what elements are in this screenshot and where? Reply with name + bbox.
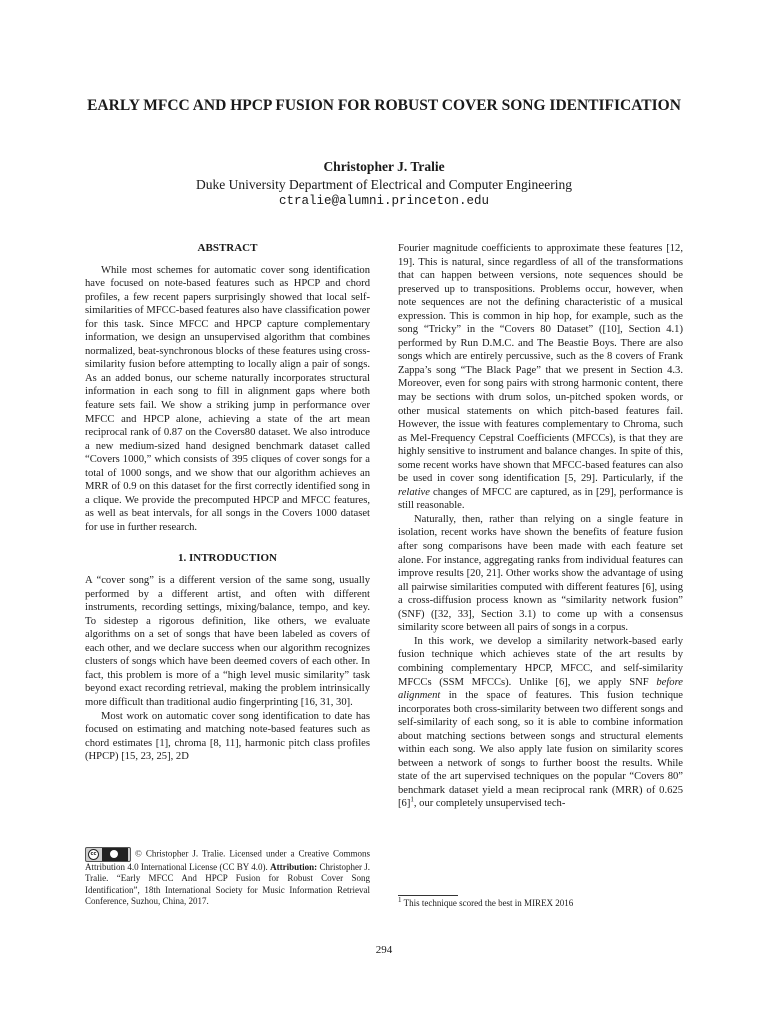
page-number: 294 bbox=[375, 944, 393, 956]
abstract-body bbox=[85, 264, 370, 535]
abstract-heading: ABSTRACT bbox=[197, 242, 258, 254]
attribution-person-icon bbox=[110, 850, 118, 858]
left-column bbox=[85, 242, 370, 764]
attribution-label: Attribution: bbox=[270, 862, 318, 872]
introduction-heading: 1. INTRODUCTION bbox=[177, 552, 277, 565]
author-email: ctralie@alumni.princeton.edu bbox=[278, 194, 490, 208]
footnote-number: 1 bbox=[398, 896, 402, 904]
abstract-paragraph: While most schemes for automatic cover song identification have focused on note-based features such as HPCP and chord profiles, a few recent papers surprisingly showed that local self-similarities of MFCC-based features also have classification power for this task. Since MFCC and HPCP capture complementary information, we design an unsupervised algorithm that combines normalized, beat-synchronous blocks of these features using cross-similarity fusion before attempting to locally align a pair of songs. As an added bonus, our scheme naturally incorporates structural information in each song to fill in alignment gaps where both feature sets fail. We show a striking jump in performance over MFCC and HPCP alone, achieving a state of the art mean reciprocal rank of 0.87 on the Covers80 dataset. We also introduce a new medium-sized hand designed benchmark dataset called “Covers 1000,” which consists of 395 cliques of cover songs for a total of 1000 songs, and we show that our algorithm achieves an MRR of 0.9 on this dataset for the first correctly identified song in a clique. We provide the precomputed HPCP and MFCC features, as well as beat intervals, for all songs in the Covers 1000 dataset for use in further research. bbox=[85, 264, 370, 533]
footnote bbox=[398, 898, 683, 909]
intro-paragraph-2-continued: Fourier magnitude coefficients to approximate these features [12, 19]. This is natural, since regardless of all of the transformations that can happen between versions, note sequences should be preserved up to transpositions. Problems occur, however, when note sequences are not the defining characteristic of a musical expression. This is common in hip hop, for example, such as the song “Tricky” in the “Covers 80 Dataset” ([10], Section 4.1) performed by Run D.M.C. and The Beastie Boys. There are also songs which are entirely percussive, such as the 8 covers of Frank Zappa’s song “The Black Page” that we present in Section 4.3. Moreover, even for song pairs with strong harmonic content, there may be sections with drum solos, un-pitched spoken words, or other musical statements on which pitch-based features fail. However, the issue with features complementary to Chroma, such as Mel-Frequency Cepstral Coefficients (MFCCs), is that they are highly sensitive to instrument and balance changes. In spite of this, some recent works have shown that MFCC-based features can also be used in cover song identification [5, 29]. Particularly, if the relative changes of MFCC are captured, as in [29], performance is still reasonable. bbox=[398, 243, 683, 512]
footnote-text: This technique scored the best in MIREX 2016 bbox=[403, 898, 574, 908]
intro-paragraph-3: Naturally, then, rather than relying on a single feature in isolation, recent works have shown the benefits of feature fusion after song comparisons have been made with each feature set alone. For instance, aggregating ranks from individual features can improve results [20, 21]. Other works show the advantage of using all pairwise similarities computed with different features [6], using a cross-diffusion process known as “similarity network fusion” (SNF) ([32, 33], Section 3.1) to come up with a consensus similarity score between all pairs of songs in a corpus. bbox=[398, 513, 683, 634]
intro-paragraph-2-start: Most work on automatic cover song identification to date has focused on estimating and matching note-based features such as chord estimates [1], chroma [8, 11], harmonic pitch class profiles (HPCP) [15, 23, 25], 2D bbox=[85, 710, 370, 763]
license-footnote bbox=[85, 847, 370, 908]
cc-icon: cc bbox=[88, 849, 99, 860]
attribution-text: Christopher J. Tralie. “Early MFCC And HPCP Fusion for Robust Cover Song Identification”, 18th International Society for Music Information Retrieval Conference, Suzhou, China, 2017. bbox=[85, 862, 371, 907]
emphasis-before-alignment: before alignment bbox=[398, 676, 683, 702]
copyright-text: © Christopher J. Tralie. Licensed under a Creative Commons Attribution 4.0 International License (CC BY 4.0). bbox=[85, 848, 370, 872]
right-column bbox=[398, 242, 683, 811]
intro-paragraph-1: A “cover song” is a different version of the same song, usually performed by a different artist, and often with different instruments, recording settings, mixing/balance, tempo, and key. To sidestep a rigorous definition, like others, we evaluate algorithms on a set of songs that have been labeled as covers of each other, and we declare success when our algorithm recognizes clusters of songs which have been deemed covers of each other. In fact, this problem is more of a “high level music similarity” task beyond exact recording retrieval, making the problem intrinsically more difficult than traditional audio fingerprinting [16, 31, 30]. bbox=[85, 575, 370, 708]
footnote-marker: 1 bbox=[410, 795, 414, 804]
author-affiliation: Duke University Department of Electrical and Computer Engineering bbox=[195, 177, 572, 192]
emphasis-relative: relative bbox=[398, 486, 430, 498]
cc-by-license-icon bbox=[85, 847, 131, 862]
paper-title: EARLY MFCC AND HPCP FUSION FOR ROBUST COVER SONG IDENTIFICATION bbox=[87, 97, 681, 114]
footnote-rule bbox=[398, 895, 458, 896]
author-name: Christopher J. Tralie bbox=[323, 159, 445, 174]
intro-paragraph-4: In this work, we develop a similarity network-based early fusion technique which achieves state of the art results by combining complementary HPCP, MFCC, and self-similarity MFCCs (SSM MFCCs). Unlike [6], we apply SNF before alignment in the space of features. This fusion technique incorporates both cross-similarity between two different songs and self-similarity of each song, so it is able to combine information about matching sections between songs and structural elements within each song. We also apply late fusion on similarity scores between a network of songs to further boost the results. While state of the art supervised techniques on the popular “Covers 80” benchmark dataset yield a mean reciprocal rank (MRR) of 0.625 $[6]^1$, our completely unsupervised tech- bbox=[398, 635, 683, 810]
